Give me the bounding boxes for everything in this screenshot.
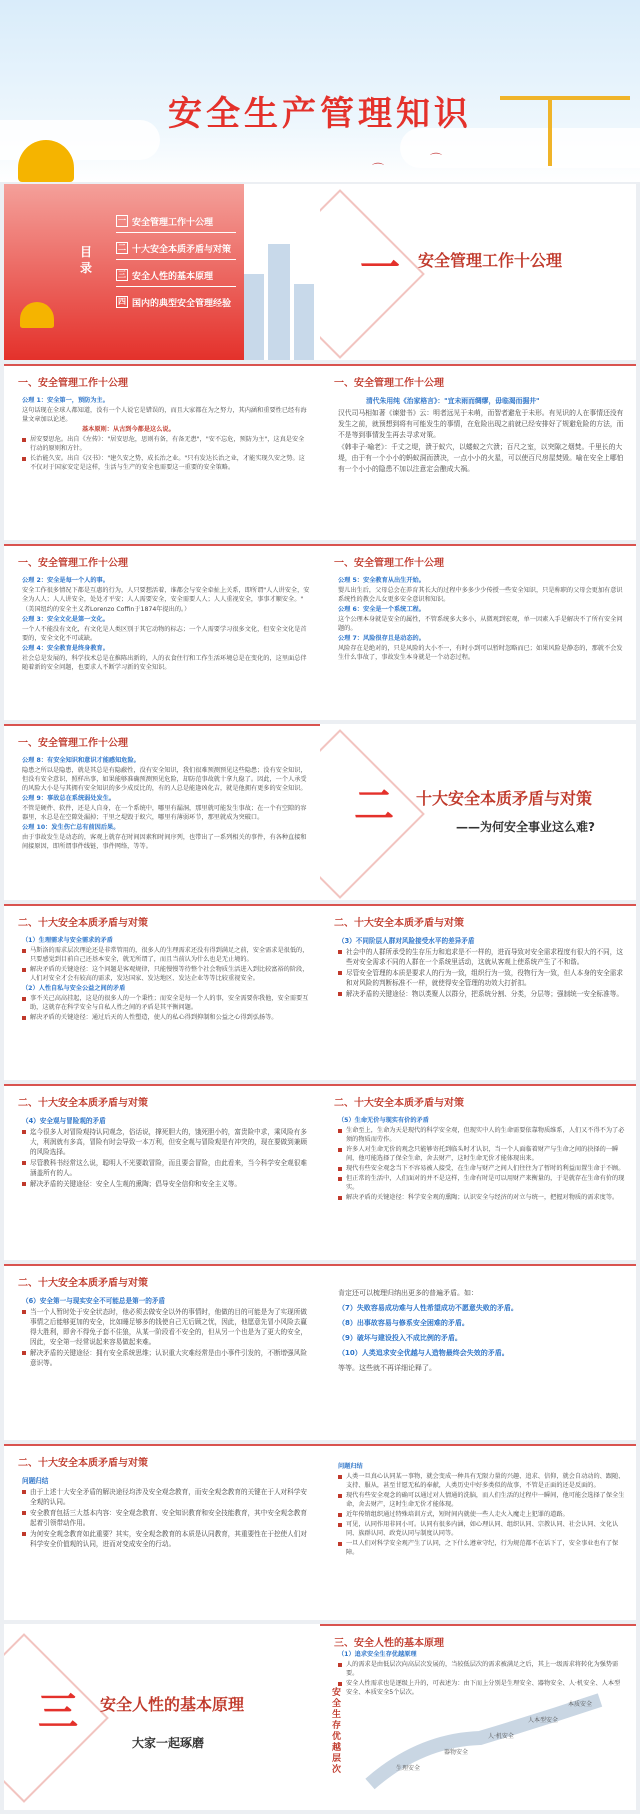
toc-label: 目录 xyxy=(80,245,93,275)
step-label: 人本型安全 xyxy=(528,1717,559,1724)
slide-title: 一、安全管理工作十公理 xyxy=(18,378,128,389)
slide-title: 二、十大安全本质矛盾与对策 xyxy=(18,1278,148,1289)
section-number: 二 xyxy=(354,783,394,829)
title-banner xyxy=(0,0,640,182)
slide-axioms-2 xyxy=(320,364,636,540)
slide-body: （5）生命无价与现实有价的矛盾 生命至上，生命为天是现代的科学安全观，但现实中人的生命需要依靠物质维系，人们又不得不为了必须的物质而劳作。 许多人对生命无价的观念只能够寄托到临头时才认识，当一个人面临着财产与生命之间的抉择的一瞬间，他可能选择了保全生命，舍去财产，这时生命无价才能体现出来。 现代有些安全观念当下不容易被人接受，在生命与财产之间人们往往为了暂时的利益而置生命于不顾。 但正常的生活中，人们面对的并不是这样，生命有时是可以用财产来衡量的，于是就存在生命有价的现实。 解决矛盾的关键途径：科学安全观的熏陶；认识安全与经济的对立与统一，把握对物质的需求度等。 xyxy=(338,1117,625,1201)
slide-title: 二、十大安全本质矛盾与对策 xyxy=(18,918,148,929)
slide-title: 一、安全管理工作十公理 xyxy=(334,558,444,569)
slide-title: 二、十大安全本质矛盾与对策 xyxy=(18,1098,148,1109)
slide-body: 问题归结 人类一旦真心认同某一事物，就会变成一种具有无限力量的兴趣、追求、信仰，就会自动动的、跟随、支持、服从，甚至甘愿无私的奉献，人类历史中好多类似的故事，不管是正面的还是反面的。 现代有些安全观念的确可以通过对人情通的洗脑，而人们生活的过程中一瞬间，他可能会选择了保全生命，舍去财产，这时生命无价才能体现。 近年传销组织通过特殊培训方式，短时间内就使一些人走火入魔走上犯罪的道路。 可见，认同作用非同小可。认同有很多内涵，如心理认同、组织认同、宗教认同、社会认同、文化认同、族群认同、政党认同与制度认同等。 一旦人们对科学安全观产生了认同，之下什么遵章守纪，行为规范都不在话下了，安全事业也有了保障。 xyxy=(338,1463,625,1556)
slide-title: 二、十大安全本质矛盾与对策 xyxy=(334,1098,464,1109)
divider xyxy=(116,232,236,233)
slide-body: （6）安全第一与现实安全不可能总是第一的矛盾 当一个人暂时处于安全状态时，他必须去做安全以外的事情时，他做的目的可能是为了实现所做事情之后能够更加的安全，比如睡足够多的钱使自己无后顾之忧，因此，他愿意先冒小风险去赢得大胜利，即舍不得免子套不住狼，从某一阶段看不安全的，但从另一个也是为了更大的安全，因此，安全第一经常说起来容易做起来难。 解决矛盾的关键途径：拥有安全系统思维；认识重大灾难经常是由小事件引发的，不断增强风险意识等。 xyxy=(22,1296,310,1369)
slide-body: 肯定还可以梳理归纳出更多的普遍矛盾。如： （7）失败容易成功难与人性希望成功不愿意失败的矛盾。 （8）出事故容易与修系安全困难的矛盾。 （9）破坏与建设投入不成比例的矛盾。 （10）人类追求安全优越与人造物最终会失效的矛盾。 等等。这些就不再详细论释了。 xyxy=(338,1289,518,1372)
toc-item-4[interactable]: 四 国内的典型安全管理经验 xyxy=(118,297,232,309)
slide-body: （1）生理需求与安全需求的矛盾 马斯洛的需求层次理论还是非常管用的，很多人的生理需求还没有得到满足之前，安全需求是很低的，只要感觉到目前自己还基本安全，就无所谓了，而且当前认为什么也是无止境的。 解决矛盾的关键途径：这个问题是客观规律，只能慢慢等待整个社会物质生活进入到比较富裕的阶段，人们对安全才会有较高的需求，发达国家、发达地区、发达企业等等比较重视安全。 （2）人性自私与安全公益之间的矛盾 事不关己高高挂起，这是的很多人的一个秉性；而安全是每一个人的事，安全需要你我他，安全需要互助，这就存在科学安全与自私人性之间的矛盾是其平衡问题。 解决矛盾的关键途径：通过后天的人性塑造，使人的私心得到抑制和公益之心得到弘扬等。 xyxy=(22,937,309,1021)
slide-contradictions-3 xyxy=(4,1084,320,1260)
slide-title: 二、十大安全本质矛盾与对策 xyxy=(18,1458,148,1469)
slide-summary-1 xyxy=(4,1444,320,1620)
slide-title: 一、安全管理工作十公理 xyxy=(18,738,128,749)
slide-contradictions-4 xyxy=(320,1084,636,1260)
hierarchy-diagram xyxy=(360,1680,610,1790)
slide-title: 一、安全管理工作十公理 xyxy=(334,378,444,389)
slide-axioms-1 xyxy=(4,364,320,540)
step-label: 器物安全 xyxy=(444,1749,469,1756)
toc-item-2[interactable]: 二 十大安全本质矛盾与对策 xyxy=(118,243,232,255)
divider xyxy=(116,286,236,287)
building xyxy=(294,284,314,360)
toc-item-3[interactable]: 三 安全人性的基本原理 xyxy=(118,270,214,282)
section-3-slide xyxy=(4,1624,320,1810)
section-number: 一 xyxy=(360,245,400,291)
worker-hat-icon xyxy=(20,302,54,328)
slide-body: （4）安全观与冒险观的矛盾 迄今很多人对冒险观持认同观念，俗话说，撑死胆大的，饿死胆小的，富贵险中求，乘风险有多大，利润就有多高，冒险有时会导致一本万利，但安全观与冒险观是有冲突的，现在要做到兼顾的风险选择。 尽管教科书经常这么说，聪明人不光要敢冒险，而且要会冒险，由此看来，当今科学安全观很难涵盖所有的人。 解决矛盾的关键途径：安全人生观的熏陶；倡导安全信仰和安全主义等。 xyxy=(22,1116,310,1190)
slide-body: 清代朱用纯《治家格言》："宜未雨而绸缪，毋临渴而掘井" 汉代司马相如著《谏猎书》云：明者远见于未萌，而智者避危于未形。有见识的人在事情还没有发生之前，就预想到将有可能发生的事情，在危险出现之前就已经安排好了规避危险的方法，而不是等到事情发生再去寻求对策。 《韩非子·喻老》：千丈之堤，溃于蚁穴，以蝼蚁之穴溃；百尺之室，以突隙之烟焚。千里长的大堤，由于有一个小小的蚂蚁洞而溃决，一点小小的火星，可以使百尺房屋焚毁。喻在安全上哪怕有一个小小的隐患不加以注意定会酿成大祸。 xyxy=(338,397,624,473)
step-label: 本质安全 xyxy=(568,1701,593,1708)
section-title: 十大安全本质矛盾与对策 xyxy=(416,789,593,808)
main-title: 安全生产管理知识 xyxy=(168,94,472,134)
slide-contradictions-2 xyxy=(320,904,636,1080)
slide-contradictions-5 xyxy=(4,1264,320,1440)
slide-title: 三、安全人性的基本原理 xyxy=(334,1638,444,1649)
slide-humanity-1 xyxy=(320,1624,636,1810)
slide-axioms-3 xyxy=(4,544,320,720)
slide-body: 公理 1：安全第一，预防为主。 这句话现在全球人都知道，没有一个人说它是错误的，而且大家都在为之努力，其内涵和重要性已经有海量文章加以论述。 基本原则：从古到今都是这么说。 居安要思危。出自《左传》："居安思危，思则有备，有备无患"，"安不忘危，预防为主"，这真是安全行动的原则和方针。 长治能久安。出自《汉书》："建久安之势，成长治之业。"只有发达长治之业，才能实现久安之势。这不仅对于国家安定是这样，生活与生产的安全也需要这一重要的安全策略。 xyxy=(22,396,310,473)
section-title: 安全管理工作十公理 xyxy=(418,251,563,270)
slide-body: 公理 8：有安全知识和意识才能感知危险。 隐患之所以是隐患，就是其总是有隐蔽性，没有安全知识，我们很难预测预见这些隐患；没有安全知识，但没有安全意识，照样出事，如果能够准确预测预见危险，却防范事故就十拿九稳了。因此，一个人承受的风险大小是与其拥有安全知识的多少成反比的，有的人总是能逢凶化吉，就是他拥有更多的安全知识。 公理 9：事故总在系统弱处发生。 不管是硬件、软件，还是人自身，在一个系统中，哪里有漏洞，那里就可能发生事故；在一个有空隙的容器里，水总是在空隙处漏掉；干里之堤毁于蚁穴，哪里有薄弱环节，那里就成为突破口。 公理 10：发生伤亡总有前因后果。 由于事故发生是动态的，客观上就存在时间因素和时间序列，也带出了一系列相关的事件，有各种直接和间接原因，即所谓事件线链，事件网络，等等。 xyxy=(22,757,307,850)
divider xyxy=(116,259,236,260)
slide-axioms-4 xyxy=(320,544,636,720)
step-label: 人·机安全 xyxy=(488,1733,514,1740)
toc-slide xyxy=(4,184,320,360)
slide-title: 二、十大安全本质矛盾与对策 xyxy=(334,918,464,929)
slide-summary-2 xyxy=(320,1444,636,1620)
slide-axioms-5 xyxy=(4,724,320,900)
slide-body: 公理 5：安全教育从出生开始。 婴儿出生后，父母总会在养育其长大的过程中多多少少传授一些安全知识，只是称职的父母会更加有意识系统性的教会儿女更多安全意识和知识。 公理 6：安全是一个系统工程。 这个公理本身就是安全的属性，不管系统多大多小，从微观到宏观，单一因素入手是解决不了所有安全问题的。 公理 7：风险很存且是动态的。 风险存在是绝对的，只是风险的大小不一，有时小到可以暂时忽略而已；如果风险是静态的，那就不会发生什么事故了，事故发生本身就是一个动态过程。 xyxy=(338,577,623,661)
section-1-slide xyxy=(320,184,636,360)
toc-list xyxy=(116,208,236,315)
section-2-slide xyxy=(320,724,636,900)
diagram-label: 安全生存优越层次 xyxy=(332,1688,342,1775)
section-number: 三 xyxy=(38,1689,78,1735)
slide-body: （1）追求安全生存优越原理 人的需求是由低层次向高层次发展的，当较低层次的需求被满足之后，其上一级需求将转化为强势需要。 安全人性需求也是逐级上升的，可表述为：由下而上分别是生理安全、器物安全、人·机安全、人本型安全、本质安全5个层次。 xyxy=(338,1650,626,1698)
slide-body: 问题归结 由于上述十大安全矛盾的解决途径均涉及安全观念教育，而安全观念教育的关键在于人对科学安全观的认同。 安全教育包括三大基本内容：安全观念教育、安全知识教育和安全技能教育，其中安全观念教育起着引领带动作用。 为何安全观念教育如此重要？其实，安全观念教育的本质是认同教育，其重要性在于挖使人们对科学安全价值观的认同，进而对变成安全的行动。 xyxy=(22,1476,310,1550)
slide-contradictions-6 xyxy=(320,1264,636,1440)
bird-icon: ⌒ xyxy=(430,152,443,166)
slide-body: 公理 2：安全是每一个人的事。 安全工作很多情况下都是互惠的行为，人只要想活着，谁都会与安全牵扯上关系，即所谓"人人讲安全，安全为人人；人人讲安全，处处才平安；人人需要安全，安全需要人人；人人重视安全，事事才顺安全。" （美国纽约的安全主义者Lorenzo Coffin于1874年提出的。） 公理 3：安全文化是第一文化。 一个人不能没有文化，有文化是人类区别于其它动物的标志；一个人需要学习很多文化，但安全文化是首要的，安全文化不可或缺。 公理 4：安全教育是终身教育。 社会总是发展的，科学技术总是在推陈出新的，人的衣食住行和工作生活环境总是在变化的，这里面总伴随着新的安全问题，也要求人不断学习新的安全知识。 xyxy=(22,577,310,671)
building xyxy=(244,274,264,360)
slide-title: 一、安全管理工作十公理 xyxy=(18,558,128,569)
section-subtitle: ——为何安全事业这么难? xyxy=(456,820,595,834)
bird-icon: ⌒ xyxy=(372,162,385,176)
toc-item-1[interactable]: 一 安全管理工作十公理 xyxy=(118,216,214,228)
step-label: 生理安全 xyxy=(396,1765,421,1772)
section-subtitle: 大家一起琢磨 xyxy=(132,1736,205,1750)
section-title: 安全人性的基本原理 xyxy=(100,1695,245,1714)
slide-contradictions-1 xyxy=(4,904,320,1080)
building xyxy=(268,244,290,360)
slide-body: （3）不同阶层人群对风险接受水平的差异矛盾 社会中的人群所承受的生存压力和追求是不一样的，进而导致对安全需求程度有很大的不同，这些对安全需求不同的人群在一个系统里活动，这就从客观上使系统产生了不和谐。 尽管安全管理的本质是要求人的行为一致，组织行为一致，役物行为一致，但人本身的安全需求和对风险的判断标准不一样，就使得安全管理的功效大打折扣。 解决矛盾的关键途径：物以类聚人以群分，把系统分割、分类，分层等；强制统一安全标准等。 xyxy=(338,936,626,1000)
